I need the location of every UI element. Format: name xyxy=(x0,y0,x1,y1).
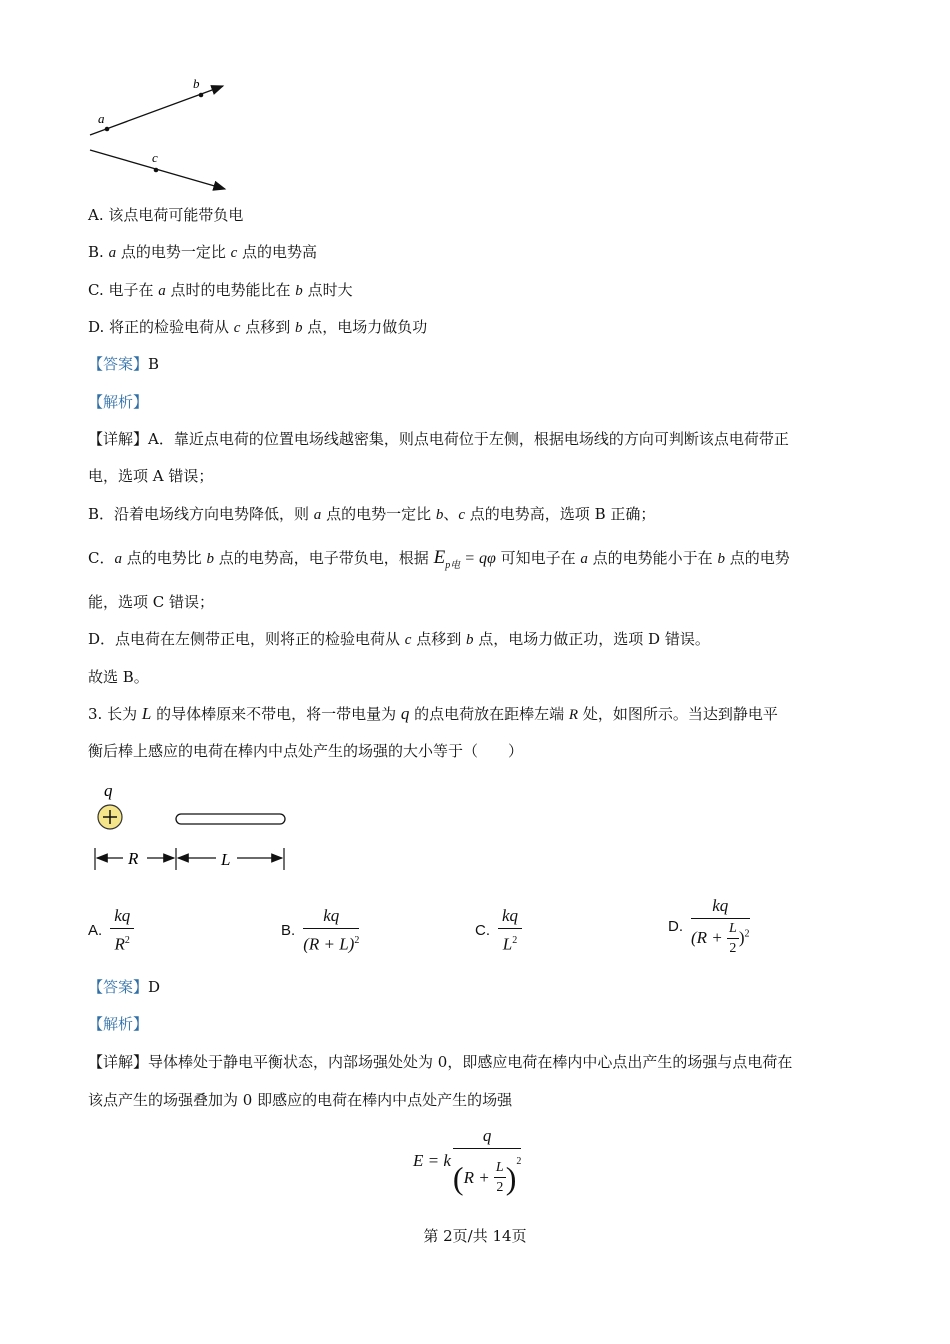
q3-analysis-tag: 【解析】 xyxy=(88,1015,149,1033)
q2-detail-a-line1: 【详解】A．靠近点电荷的位置电场线越密集，则点电荷位于左侧，根据电场线的方向可判断该点电荷带正 xyxy=(88,430,789,448)
q2-answer: 【答案】B xyxy=(88,355,160,373)
q2-option-a: A. 该点电荷可能带负电 xyxy=(88,206,244,224)
q3-detail-line2: 该点产生的场强叠加为 0 即感应的电荷在棒内中点处产生的场强 xyxy=(88,1091,513,1109)
point-a-dot xyxy=(105,127,110,132)
answer-tag: 【答案】 xyxy=(88,355,149,373)
q3-stem-line1: 3. 长为 L 的导体棒原来不带电，将一带电量为 q 的点电荷放在距棒左端 R 处，如图所示。当达到静电平 xyxy=(88,704,778,723)
point-b-label: b xyxy=(193,76,200,91)
q2-detail-b: B．沿着电场线方向电势降低，则 a 点的电势一定比 b、c 点的电势高，选项 B 正确； xyxy=(88,505,656,523)
q2-option-b: B. a 点的电势一定比 c 点的电势高 xyxy=(88,243,318,261)
detail-tag: 【详解】 xyxy=(88,430,149,448)
q2-detail-a-line2: 电，选项 A 错误； xyxy=(88,467,214,485)
field-line-upper xyxy=(90,86,223,135)
q3-option-d: D. kq (R + $\frac{L}{2}$ )$^2$ xyxy=(668,896,750,956)
q2-detail-d: D．点电荷在左侧带正电，则将正的检验电荷从 c 点移到 b 点，电场力做正功，选项 D 错误。 xyxy=(88,630,710,648)
page-footer: 第 2页/共 14页 xyxy=(423,1227,527,1245)
field-lines-figure xyxy=(85,75,245,200)
q2-analysis-tag: 【解析】 xyxy=(88,393,149,411)
q3-answer: 【答案】D xyxy=(88,978,161,996)
charge-q-label: q xyxy=(104,781,113,800)
q2-conclusion: 故选 B。 xyxy=(88,668,149,686)
q2-detail-c-line1: C．a 点的电势比 b 点的电势高，电子带负电，根据 $E_{p电} = q\varphi$ 可知电子在 a 点的电势能小于在 b 点的电势 xyxy=(88,547,790,571)
potential-energy-symbol: E xyxy=(433,547,446,568)
length-L-label: L xyxy=(221,850,231,869)
detail-tag: 【详解】 xyxy=(88,1053,149,1071)
q2-detail-c-line2: 能，选项 C 错误； xyxy=(88,593,215,611)
q2-option-d: D. 将正的检验电荷从 c 点移到 b 点，电场力做负功 xyxy=(88,318,428,336)
q3-option-b: B. $\frac{kq}{(R + L)^2}$ xyxy=(281,906,360,954)
conductor-rod xyxy=(176,814,285,824)
q3-option-c: C. $\frac{kq}{L^2}$ xyxy=(475,906,522,955)
answer-tag: 【答案】 xyxy=(88,978,149,996)
point-c-dot xyxy=(154,168,159,173)
q3-detail-line1: 【详解】导体棒处于静电平衡状态，内部场强处处为 0，即感应电荷在棒内中心点出产生的场强与点电荷在 xyxy=(88,1053,793,1071)
point-b-dot xyxy=(199,93,204,98)
q2-option-c: C. 电子在 a 点时的电势能比在 b 点时大 xyxy=(88,281,353,299)
point-a-label: a xyxy=(98,111,105,126)
q3-stem-line2: 衡后棒上感应的电荷在棒内中点处产生的场强的大小等于（ ） xyxy=(88,742,524,760)
distance-R-label: R xyxy=(128,849,139,868)
point-c-label: c xyxy=(152,150,158,165)
charge-rod-figure xyxy=(85,778,300,878)
field-formula: E = k q (R + $\frac{L}{2}$ )$^2$ xyxy=(413,1126,522,1197)
q3-option-a: A. $\frac{kq}{R^2}$ xyxy=(88,906,134,955)
